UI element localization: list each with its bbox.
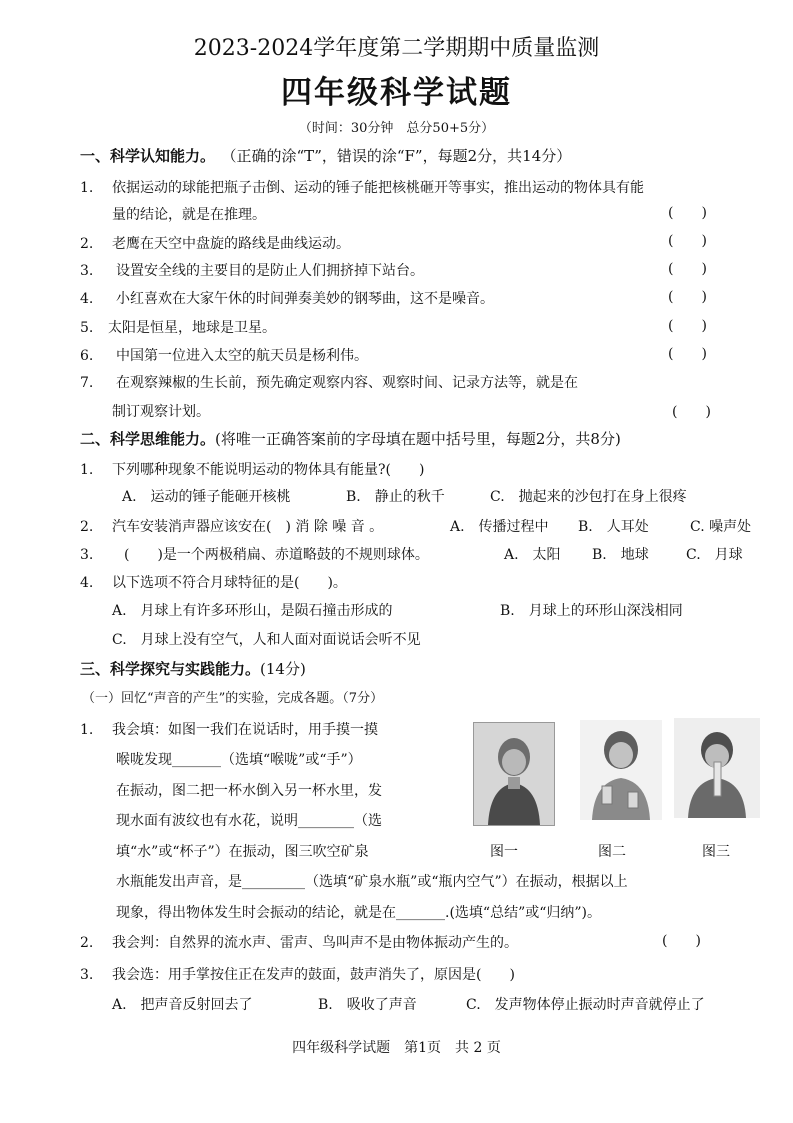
s3-q3-stem: 我会选：用手掌按住正在发声的鼓面，鼓声消失了，原因是( ) — [112, 967, 515, 983]
s2-q4-option-c[interactable]: C. 月球上没有空气，人和人面对面说话会听不见 — [112, 632, 421, 648]
s2-q2-stem: 汽车安装消声器应该安在( ) 消 除 噪 音 。 — [112, 519, 384, 535]
s2-q1-option-b[interactable]: B. 静止的秋千 — [346, 489, 445, 505]
s2-q1-number: 1. — [80, 462, 94, 478]
section3-subheading: （一）回忆“声音的产生”的实验，完成各题。（7分） — [82, 691, 384, 706]
s1-q3-number: 3. — [80, 263, 94, 279]
s2-q2-number: 2. — [80, 519, 94, 535]
s2-q1-option-c[interactable]: C. 抛起来的沙包打在身上很疼 — [490, 489, 687, 505]
exam-period-title: 2023-2024学年度第二学期期中质量监测 — [193, 36, 600, 61]
s2-q3-option-b[interactable]: B. 地球 — [592, 547, 649, 563]
s3-q2-answer-box[interactable]: ( ) — [662, 933, 701, 949]
child-blowing-bottle-icon — [674, 718, 760, 818]
s1-q1-number: 1. — [80, 180, 94, 196]
s3-q3-option-c[interactable]: C. 发声物体停止振动时声音就停止了 — [466, 997, 705, 1013]
section2-note: (将唯一正确答案前的字母填在题中括号里，每题2分，共8分) — [215, 430, 621, 448]
section1-title: 一、科学认知能力。 — [80, 147, 216, 165]
s2-q3-stem: ( )是一个两极稍扁、赤道略鼓的不规则球体。 — [124, 547, 429, 563]
section3-heading — [80, 660, 306, 678]
s1-q4-text: 小红喜欢在大家午休的时间弹奏美妙的钢琴曲，这不是噪音。 — [116, 291, 494, 307]
s1-q3-answer-box[interactable]: ( ) — [668, 261, 707, 277]
s3-q3-option-b[interactable]: B. 吸收了声音 — [318, 997, 417, 1013]
figure-2-photo — [580, 720, 662, 820]
s1-q7-text-cont: 制订观察计划。 — [112, 404, 210, 420]
s1-q5-text: 太阳是恒星，地球是卫星。 — [108, 320, 276, 336]
s1-q6-answer-box[interactable]: ( ) — [668, 346, 707, 362]
s1-q7-answer-box[interactable]: ( ) — [672, 404, 711, 420]
exam-time-score: （时间：30分钟 总分50+5分） — [298, 121, 495, 136]
figure-2-caption: 图二 — [598, 844, 626, 860]
s2-q4-option-b[interactable]: B. 月球上的环形山深浅相同 — [500, 603, 683, 619]
s2-q1-stem: 下列哪种现象不能说明运动的物体具有能量?( ) — [112, 462, 425, 478]
s3-q3-number: 3. — [80, 967, 94, 983]
child-touching-throat-icon — [474, 723, 554, 825]
s2-q3-option-a[interactable]: A. 太阳 — [504, 547, 561, 563]
figure-3-caption: 图三 — [702, 844, 730, 860]
s2-q2-option-a[interactable]: A. 传播过程中 — [450, 519, 549, 535]
s2-q4-option-a[interactable]: A. 月球上有许多环形山，是陨石撞击形成的 — [112, 603, 393, 619]
section1-heading — [80, 147, 571, 165]
s1-q1-text-cont: 量的结论，就是在推理。 — [112, 207, 266, 223]
s2-q2-option-c[interactable]: C. 噪声处 — [690, 519, 752, 535]
section3-note: (14分) — [260, 660, 306, 678]
s2-q3-number: 3. — [80, 547, 94, 563]
s1-q3-text: 设置安全线的主要目的是防止人们拥挤掉下站台。 — [116, 263, 424, 279]
s1-q6-number: 6. — [80, 348, 94, 364]
s1-q2-answer-box[interactable]: ( ) — [668, 233, 707, 249]
s1-q5-answer-box[interactable]: ( ) — [668, 318, 707, 334]
s3-q3-option-a[interactable]: A. 把声音反射回去了 — [112, 997, 253, 1013]
s3-q2-text: 我会判：自然界的流水声、雷声、鸟叫声不是由物体振动产生的。 — [112, 935, 518, 951]
s3-q2-number: 2. — [80, 935, 94, 951]
figure-1-caption: 图一 — [490, 844, 518, 860]
s1-q6-text: 中国第一位进入太空的航天员是杨利伟。 — [116, 348, 368, 364]
exam-title: 四年级科学试题 — [281, 75, 512, 111]
s3-q1-line1: 我会填：如图一我们在说话时，用手摸一摸 — [112, 722, 378, 738]
s1-q1-text: 依据运动的球能把瓶子击倒、运动的锤子能把核桃砸开等事实，推出运动的物体具有能 — [112, 180, 644, 196]
s2-q3-option-c[interactable]: C. 月球 — [686, 547, 743, 563]
s1-q2-text: 老鹰在天空中盘旋的路线是曲线运动。 — [112, 236, 350, 252]
s3-q1-number: 1. — [80, 722, 94, 738]
s2-q4-number: 4. — [80, 575, 94, 591]
s1-q2-number: 2. — [80, 236, 94, 252]
section1-note: （正确的涂“T”，错误的涂“F”，每题2分，共14分） — [229, 147, 572, 165]
section2-title: 二、科学思维能力。 — [80, 430, 216, 448]
s3-q1-line4: 现水面有波纹也有水花，说明________（选 — [116, 813, 382, 829]
s2-q4-stem: 以下选项不符合月球特征的是( )。 — [112, 575, 347, 591]
figure-1-photo — [473, 722, 555, 826]
s3-q1-line6: 水瓶能发出声音，是_________（选填“矿泉水瓶”或“瓶内空气”）在振动，根据以上 — [116, 874, 628, 890]
s1-q4-answer-box[interactable]: ( ) — [668, 289, 707, 305]
s1-q5-number: 5. — [80, 320, 94, 336]
child-pouring-water-icon — [580, 720, 662, 820]
s2-q2-option-b[interactable]: B. 人耳处 — [578, 519, 649, 535]
page-footer: 四年级科学试题 第1页 共 2 页 — [292, 1040, 501, 1056]
s1-q7-text: 在观察辣椒的生长前，预先确定观察内容、观察时间、记录方法等，就是在 — [116, 375, 578, 391]
s3-q1-line2: 喉咙发现_______（选填“喉咙”或“手”） — [116, 752, 362, 768]
figure-3-photo — [674, 718, 760, 818]
s1-q1-answer-box[interactable]: ( ) — [668, 205, 707, 221]
s1-q7-number: 7. — [80, 375, 94, 391]
section3-title: 三、科学探究与实践能力。 — [80, 660, 261, 678]
s3-q1-line3: 在振动，图二把一杯水倒入另一杯水里，发 — [116, 783, 382, 799]
s3-q1-line5: 填“水”或“杯子”）在振动，图三吹空矿泉 — [116, 844, 369, 860]
s3-q1-line7: 现象，得出物体发生时会振动的结论，就是在_______.(选填“总结”或“归纳”)。 — [116, 905, 602, 921]
section2-heading — [80, 430, 621, 448]
s1-q4-number: 4. — [80, 291, 94, 307]
s2-q1-option-a[interactable]: A. 运动的锤子能砸开核桃 — [122, 489, 291, 505]
